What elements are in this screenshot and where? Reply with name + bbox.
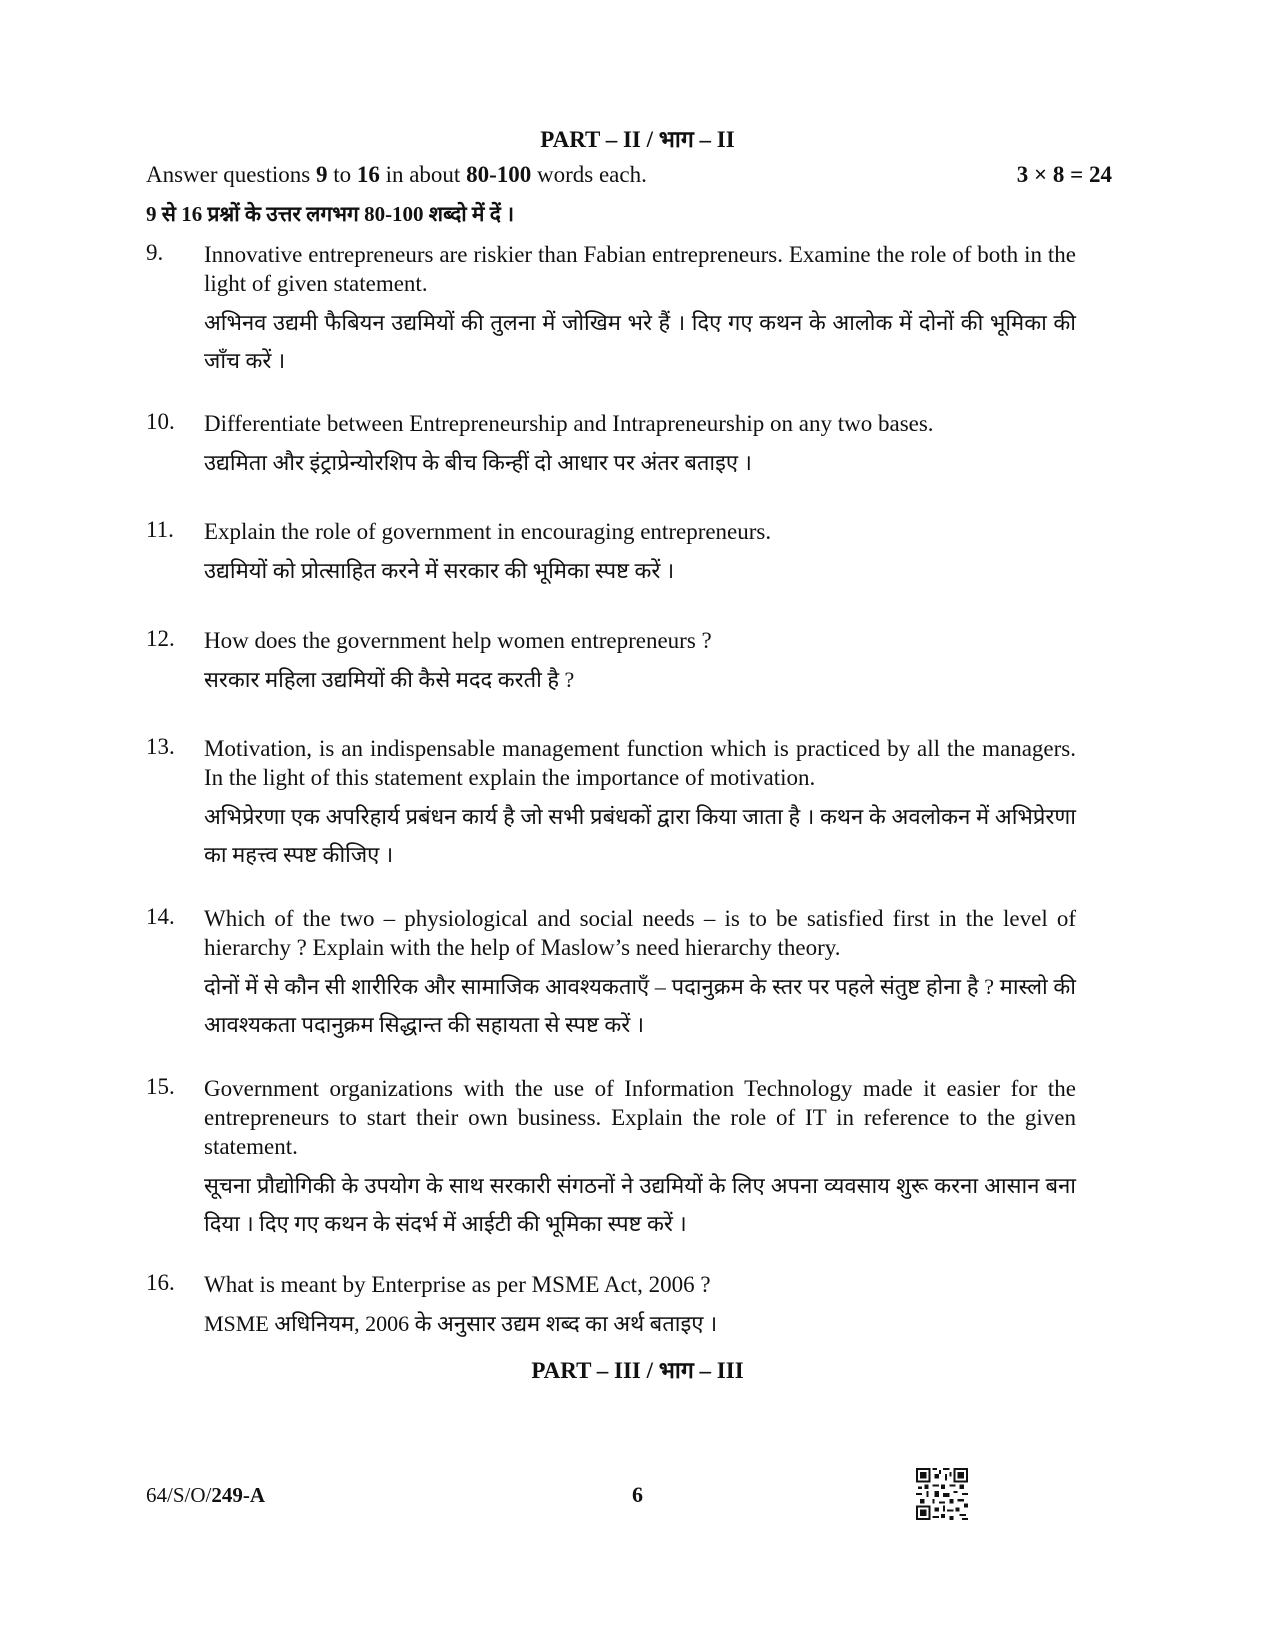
instr-word-count: 80-100 <box>466 162 532 187</box>
question-text-hindi: MSME अधिनियम, 2006 के अनुसार उद्यम शब्द का अर्थ बताइए । <box>204 1311 718 1336</box>
question-text-english: What is meant by Enterprise as per MSME Act, 2006 ? <box>204 1272 711 1297</box>
question-number: 12. <box>146 626 175 651</box>
question-number: 13. <box>146 734 175 759</box>
instr-to: 16 <box>356 162 380 187</box>
instr-from: 9 <box>315 162 328 187</box>
instr-suffix: words each. <box>531 162 647 187</box>
part-3-heading: PART – III / भाग – III <box>531 1358 744 1383</box>
instructions-english <box>146 162 1112 188</box>
instr-to-word: to <box>327 162 357 187</box>
marks-allocation: 3 × 8 = 24 <box>1016 162 1112 187</box>
question-text-hindi: सरकार महिला उद्यमियों की कैसे मदद करती है ? <box>204 667 575 692</box>
question-number: 14. <box>146 904 175 929</box>
question-number: 10. <box>146 409 175 434</box>
qr-code-icon <box>916 1468 968 1520</box>
question-number: 16. <box>146 1270 175 1295</box>
page-number: 6 <box>632 1482 643 1507</box>
paper-code-suffix: 249-A <box>211 1483 266 1507</box>
part-2-heading: PART – II / भाग – II <box>540 127 735 152</box>
question-text-hindi: उद्यमिता और इंट्राप्रेन्योरशिप के बीच किन्हीं दो आधार पर अंतर बताइए । <box>204 450 752 475</box>
question-text-english: Explain the role of government in encouraging entrepreneurs. <box>204 519 772 544</box>
instr-mid: in about <box>379 162 467 187</box>
question-number: 9. <box>146 240 164 265</box>
question-text-english: Innovative entrepreneurs are riskier than Fabian entrepreneurs. Examine the role of both in the light of given statement. <box>204 242 1076 296</box>
question-text-english: Which of the two – physiological and social needs – is to be satisfied first in the level of hierarchy ? Explain with the help of Maslow’s need hierarchy theory. <box>204 906 1076 960</box>
instructions-hindi: 9 से 16 प्रश्नों के उत्तर लगभग 80-100 शब्दो में दें । <box>146 202 515 226</box>
question-text-hindi: उद्यमियों को प्रोत्साहित करने में सरकार की भूमिका स्पष्ट करें । <box>204 558 675 583</box>
question-text-english: Differentiate between Entrepreneurship and Intrapreneurship on any two bases. <box>204 411 934 436</box>
question-text-hindi: दोनों में से कौन सी शारीरिक और सामाजिक आवश्यकताएँ – पदानुक्रम के स्तर पर पहले संतुष्ट होना है ? मास्लो की आवश्यकता पदानुक्रम सिद्धान्त की सहायता से स्पष्ट करें । <box>204 974 1076 1037</box>
question-text-hindi: सूचना प्रौद्योगिकी के उपयोग के साथ सरकारी संगठनों ने उद्यमियों के लिए अपना व्यवसाय शुरू करना आसान बना दिया । दिए गए कथन के संदर्भ में आईटी की भूमिका स्पष्ट करें । <box>204 1173 1076 1236</box>
question-text-english: How does the government help women entrepreneurs ? <box>204 628 712 653</box>
question-number: 11. <box>146 517 174 542</box>
question-text-english: Government organizations with the use of Information Technology made it easier for the entrepreneurs to start their own business. Explain the role of IT in reference to the given statement. <box>204 1076 1076 1159</box>
question-text-hindi: अभिनव उद्यमी फैबियन उद्यमियों की तुलना में जोखिम भरे हैं । दिए गए कथन के आलोक में दोनों की भूमिका की जाँच करें । <box>204 310 1076 373</box>
question-text-hindi: अभिप्रेरणा एक अपरिहार्य प्रबंधन कार्य है जो सभी प्रबंधकों द्वारा किया जाता है । कथन के अवलोकन में अभिप्रेरणा का महत्त्व स्पष्ट कीजिए । <box>204 804 1076 867</box>
paper-code-prefix: 64/S/O/ <box>146 1483 212 1507</box>
instr-prefix: Answer questions <box>146 162 316 187</box>
question-text-english: Motivation, is an indispensable management function which is practiced by all the managers. In the light of this statement explain the importance of motivation. <box>204 736 1076 790</box>
question-number: 15. <box>146 1074 175 1099</box>
